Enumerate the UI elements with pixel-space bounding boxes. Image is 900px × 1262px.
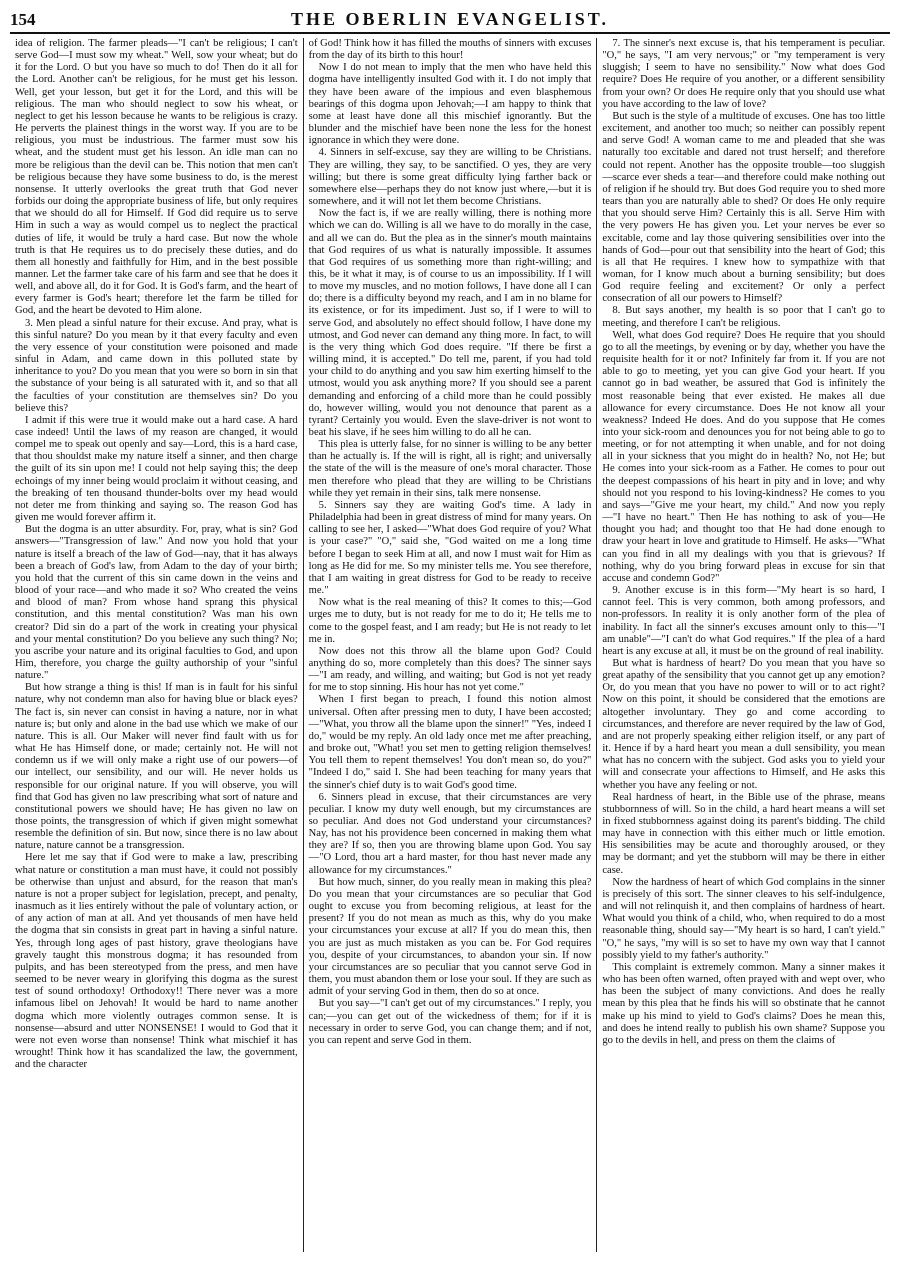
article-paragraph: But you say—"I can't get out of my circumstances." I reply, you can;—you can get out of the wickedness of them; for if it is necessary in order to serve God, you can change them; and if not, you can repent and serve God in them.	[308, 998, 592, 1046]
article-paragraph: Now does not this throw all the blame upon God? Could anything do so, more completely than this does? The sinner says—"I am ready, and willing, and waiting; but God is not yet ready for me to stop sinning. His hour has not yet come."	[308, 645, 592, 694]
article-paragraph: But how much, sinner, do you really mean in making this plea? Do you mean that your circumstances are so peculiar that God ought to excuse you from becoming religious, at least for the present? If you do not mean as much as this, why do you make your circumstances your excuse at all? If you do mean this, then you are just as much mistaken as you can be. For God requires you, despite of your circumstances, to abandon your sin. If now your circumstances are so peculiar that you cannot serve God in them, you must abandon them or lose your soul. If they are such as admit of your serving God in them, then do so at once.	[308, 876, 592, 998]
article-paragraph: Now the fact is, if we are really willing, there is nothing more which we can do. Willing is all we have to do morally in the case, and all we can do. But the plea as in the sinner's mouth maintains that God requires of us what is naturally impossible. It assumes that God requires of us something more than right-willing; and this, be it what it may, is of course to us an impossibility. If I will to move my muscles, and no motion follows, I have done all I can do; there is a difficulty beyond my reach, and I am in no blame for its existence, or for its impediment. Just so, if I were to will to serve God, and absolutely no effect should follow, I have done my utmost, and God never can demand any thing more. In fact, to will is the very thing which God does require. "If there be first a willing mind, it is accepted." Do tell me, parent, if you had told your child to do anything and you saw him exerting himself to the utmost, would you ask anything more? If you should see a parent demanding and enforcing of a child more than he could possibly do, however willing, would you not denounce that parent as a tyrant? Certainly you would. Even the slave-driver is not wont to beat his slave, if he sees him willing to do all he can.	[308, 208, 592, 438]
article-paragraph: But what is hardness of heart? Do you mean that you have so great apathy of the sensibility that you cannot get up any emotion? Or, do you mean that you have no power to will or to act right? Now on this point, it should be considered that the emotions are altogether involuntary. They go and come according to circumstances, and therefore are never required by the law of God, and are not properly speaking either religion itself, or any part of it. Hence if by a hard heart you mean a dull sensibility, you mean what has no concern with the subject. God asks you to yield your will and consecrate your affections to Himself, and He asks this whether you have any feeling or not.	[602, 657, 886, 791]
article-paragraph: Real hardness of heart, in the Bible use of the phrase, means stubbornness of will. So in the child, a hard heart means a will set in fixed stubbornness against doing its parent's bidding. The child may have in connection with this either much or little emotion. His sensibilities may be acute and thoroughly aroused, or they may be dormant; and yet the stubborn will may be there in either case.	[602, 791, 886, 876]
article-paragraph: Now what is the real meaning of this? It comes to this;—God urges me to duty, but is not ready for me to do it; He tells me to come to the gospel feast, and I am ready; but He is not ready to let me in.	[308, 597, 592, 645]
article-paragraph: When I first began to preach, I found this notion almost universal. Often after pressing men to duty, I have been accosted;—"What, you throw all the blame upon the sinner!" "Yes, indeed I do," would be my reply. An old lady once met me after preaching, and broke out, "What! you set men to getting religion themselves! You tell them to repent themselves! You don't mean so, do you?" "Indeed I do," said I. She had been teaching for many years that the sinner's chief duty is to wait God's good time.	[308, 694, 592, 791]
article-paragraph: This complaint is extremely common. Many a sinner makes it who has been often warned, often prayed with and wept over, who has been the subject of many convictions. And does he really mean by this plea that he finds his will so obstinate that he cannot make up his mind to yield to God's claims? Does he mean this, and does he intend really to publish his own shame? Suppose you go to the devils in hell, and press on them the claims of	[602, 961, 886, 1046]
article-paragraph: This plea is utterly false, for no sinner is willing to be any better than he actually is. If the will is right, all is right; and universally the state of the will is the measure of one's moral character. Those men therefore who plead that they are willing to be Christians while they yet remain in their sins, talk mere nonsense.	[308, 439, 592, 499]
article-paragraph: I admit if this were true it would make out a hard case. A hard case indeed! Until the laws of my reason are changed, it would compel me to speak out openly and say—Lord, this is a hard case, that thou shouldst make my nature itself a sinner, and then charge the guilt of its sin upon me! I could not help saying this; the deep echoings of my inner being would proclaim it without ceasing, and the breaking of ten thousand thunder-bolts over my head would not deter me from thinking and saying so. The reason God has given me would forever affirm it.	[15, 414, 298, 524]
article-paragraph: 7. The sinner's next excuse is, that his temperament is peculiar. "O," he says, "I am very nervous;" or "my temperament is very sluggish; I seem to have no sensibility." Now what does God require? Does He require of you another, or a different sensibility from your own? Or does He require only that you should use what you have according to the law of love?	[602, 38, 886, 110]
article-paragraph: 5. Sinners say they are waiting God's time. A lady in Philadelphia had been in great distress of mind for many years. On calling to see her, I asked—"What does God require of you? What is your case?" "O," said she, "God waited on me a long time before I began to seek Him at all, and now I must wait for Him as long as He did for me. So my minister tells me. You see therefore, that I am waiting in great distress for God to be ready to receive me."	[308, 499, 592, 597]
article-paragraph: of God! Think how it has filled the mouths of sinners with excuses from the day of its birth to this hour!	[308, 38, 592, 62]
article-paragraph: Well, what does God require? Does He require that you should go to all the meetings, by evening or by day, whether you have the requisite health for it or not? Infinitely far from it. If you are not able to go to meeting, yet you can give God your heart. If you cannot go in bad weather, be assured that God is infinitely the most reasonable being that ever existed. He makes all due allowance for every circumstance. Does He not know all your weakness? Indeed He does. And do you suppose that He comes into your sick-room and denounces you for not being able to go to meeting, or for not attempting it when unable, and for not doing all in your sickness that you might do in health? No, not He; but He comes into your sick-room as a Father. He comes to pour out the deepest compassions of his heart in pity and in love; and why should not you respond to his loving-kindness? He comes to you and says—"Give me your heart, my child." And now you reply—"I have no heart." Then He has nothing to ask of you—He thought you had; and thought too that He had done enough to draw your heart in love and gratitude to Himself. He asks—"What can you find in all my dealings with you that is grievous? If nothing, why do you bring forward pleas in excuse for sin that accuse and condemn God?"	[602, 329, 886, 584]
column-left	[10, 38, 303, 1252]
article-paragraph: 3. Men plead a sinful nature for their excuse. And pray, what is this sinful nature? Do you mean by it that every faculty and even the very essence of your constitution were poisoned and made sinful in Adam, and came down in this polluted state by inheritance to you? Do you mean that you were so born in sin that the substance of your being is all saturated with it, and so that all the faculties of your constitution are themselves sin? Do you believe this?	[15, 317, 298, 414]
text-columns	[10, 38, 890, 1252]
masthead-title: THE OBERLIN EVANGELIST.	[291, 9, 609, 29]
article-paragraph: Now the hardness of heart of which God complains in the sinner is precisely of this sort. The sinner cleaves to his self-indulgence, and will not relinquish it, and then complains of hardness of heart. What would you think of a child, who, when required to do a most reasonable thing, should say—"My heart is so hard, I can't yield." "O," he says, "my will is so set to have my own way that I cannot possibly yield to my father's authority."	[602, 876, 886, 961]
article-paragraph: But how strange a thing is this! If man is in fault for his sinful nature, why not condemn man also for having blue or black eyes? The fact is, sin never can consist in having a nature, nor in what nature is; but only and alone in the bad use which we make of our nature. This is all. Our Maker will never find fault with us for what He has Himself done, or made; certainly not. He will not condemn us if we will only make a right use of our powers—of our intellect, our sensibility, and our will. He never holds us responsible for our original nature. If you will observe, you will find that God has given no law prescribing what sort of nature and constitutional powers we should have; He has given no law on those points, the transgression of which if given might somewhat resemble the definition of sin. But now, since there is no law about nature, nature cannot be a transgression.	[15, 682, 298, 852]
article-paragraph: But such is the style of a multitude of excuses. One has too little excitement, and another too much; so neither can possibly repent and serve God! A woman came to me and pleaded that she was naturally too excitable and dared not trust herself; and therefore could not repent. Another has the opposite trouble—too sluggish—scarce ever sheds a tear—and therefore could make nothing out of religion if he should try. But does God require you to shed more tears than you are naturally able to shed? Or does He only require that you should serve Him? Certainly this is all. Serve Him with the very powers He has given you. Let your nerves be ever so excitable, come and lay those quivering sensibilities over into the hands of God—pour out that sensibility into the heart of God; this is all that He requires. I knew how to sympathize with that woman, for I know much about a burning sensibility; but does God require feeling and excitement? Or only a perfect consecration of all our powers to Himself?	[602, 110, 886, 305]
column-right	[596, 38, 890, 1252]
article-paragraph: But the dogma is an utter absurdity. For, pray, what is sin? God answers—"Transgression of law." And now you hold that your nature is itself a breach of the law of God—nay, that it has always been a breach of God's law, from Adam to the day of your birth; you hold that the current of this sin came down in the veins and blood of your race—and who made it so? Who created the veins and blood of man? From whose hand sprang this physical constitution, and this mental constitution? Was man his own creator? Did sin do a part of the work in creating your physical and your mental constitution? Do you believe any such thing? No; you ascribe your nature and its original faculties to God, and upon Him, therefore, you charge the guilty authorship of your "sinful nature."	[15, 524, 298, 682]
article-paragraph: idea of religion. The farmer pleads—"I can't be religious; I can't serve God—I must sow my wheat." Well, sow your wheat; but do it for the Lord. O but you have so much to do! Then do it all for the Lord. Another can't be religious, for he must get his lesson. Well, get your lesson, but get it for the Lord, and this will be religious. The man who should neglect to sow his wheat, or neglect to get his lesson because he wants to be religious is crazy. He perverts the plainest things in the worst way. If you are to be religious, you must be industrious. The farmer must sow his wheat, and the student must get his lesson. An idle man can no more be religious than the devil can be. This notion that men can't be religious because they have some business to do, is the merest nonsense. It utterly overlooks the great truth that God never forbids our doing the appropriate business of life, but only requires that we should do all for Himself. If God did require us to serve Him in such a way as would compel us to neglect the practical duties of life, it would be truly a hard case. But now the whole truth is that He requires us to do precisely these duties, and do them all honestly and faithfully for Him, and in the best possible manner. Let the farmer take care of his farm and see that he does it well, and above all, do it for God. It is God's farm, and the heart of every farmer is God's heart; therefore let the farm be tilled for God, and the heart be devoted to Him alone.	[15, 38, 298, 317]
newspaper-page	[10, 8, 890, 1254]
article-paragraph: Now I do not mean to imply that the men who have held this dogma have intelligently insulted God with it. I do not imply that they have been aware of the impious and even blasphemous bearings of this dogma upon Jehovah;—I am happy to think that some at least have done all this mischief ignorantly. But the blunder and the mischief have been none the less for the honest ignorance in which they were done.	[308, 62, 592, 147]
article-paragraph: Here let me say that if God were to make a law, prescribing what nature or constitution a man must have, it could not possibly be otherwise than unjust and absurd, for the reason that man's nature is not a proper subject for legislation, precept, and penalty, inasmuch as it lies entirely without the pale of voluntary action, or of any action of man at all. And yet thousands of men have held the dogma that sin consists in great part in having a sinful nature. Yes, through long ages of past history, grave theologians have gravely taught this monstrous dogma; it has resounded from pulpits, and has been stereotyped from the press, and men have seemed to be never weary in glorifying this dogma as the surest test of sound orthodoxy! Orthodoxy!! There never was a more infamous libel on Jehovah! It would be hard to name another dogma which more violently outrages common sense. It is nonsense—absurd and utter NONSENSE! I would to God that it were not even worse than nonsense! Think what mischief it has wrought! Think how it has scandalized the law, the government, and the character	[15, 852, 298, 1071]
column-middle	[303, 38, 597, 1252]
page-header	[10, 8, 890, 34]
article-paragraph: 4. Sinners in self-excuse, say they are willing to be Christians. They are willing, they say, to be sanctified. O yes, they are very willing; but there is some great difficulty lying farther back or somewhere else—perhaps they do not know just where,—but it is somewhere, and it will not let them become Christians.	[308, 147, 592, 208]
page-number: 154	[10, 10, 36, 29]
article-paragraph: 8. But says another, my health is so poor that I can't go to meeting, and therefore I can't be religious.	[602, 305, 886, 329]
article-paragraph: 6. Sinners plead in excuse, that their circumstances are very peculiar. I know my duty well enough, but my circumstances are so peculiar. And does not God understand your circumstances? Nay, has not his providence been concerned in making them what they are? If so, then you are throwing blame upon God. You say—"O Lord, thou art a hard master, for thou hast never made any allowance for my circumstances."	[308, 791, 592, 876]
article-paragraph: 9. Another excuse is in this form—"My heart is so hard, I cannot feel. This is very common, both among professors, and non-professors. In reality it is only another form of the plea of inability. In fact all the sinner's excuses amount only to this—"I am unable"—"I can't do what God requires." If the plea of a hard heart is any excuse at all, it must be on the ground of real inability.	[602, 585, 886, 657]
